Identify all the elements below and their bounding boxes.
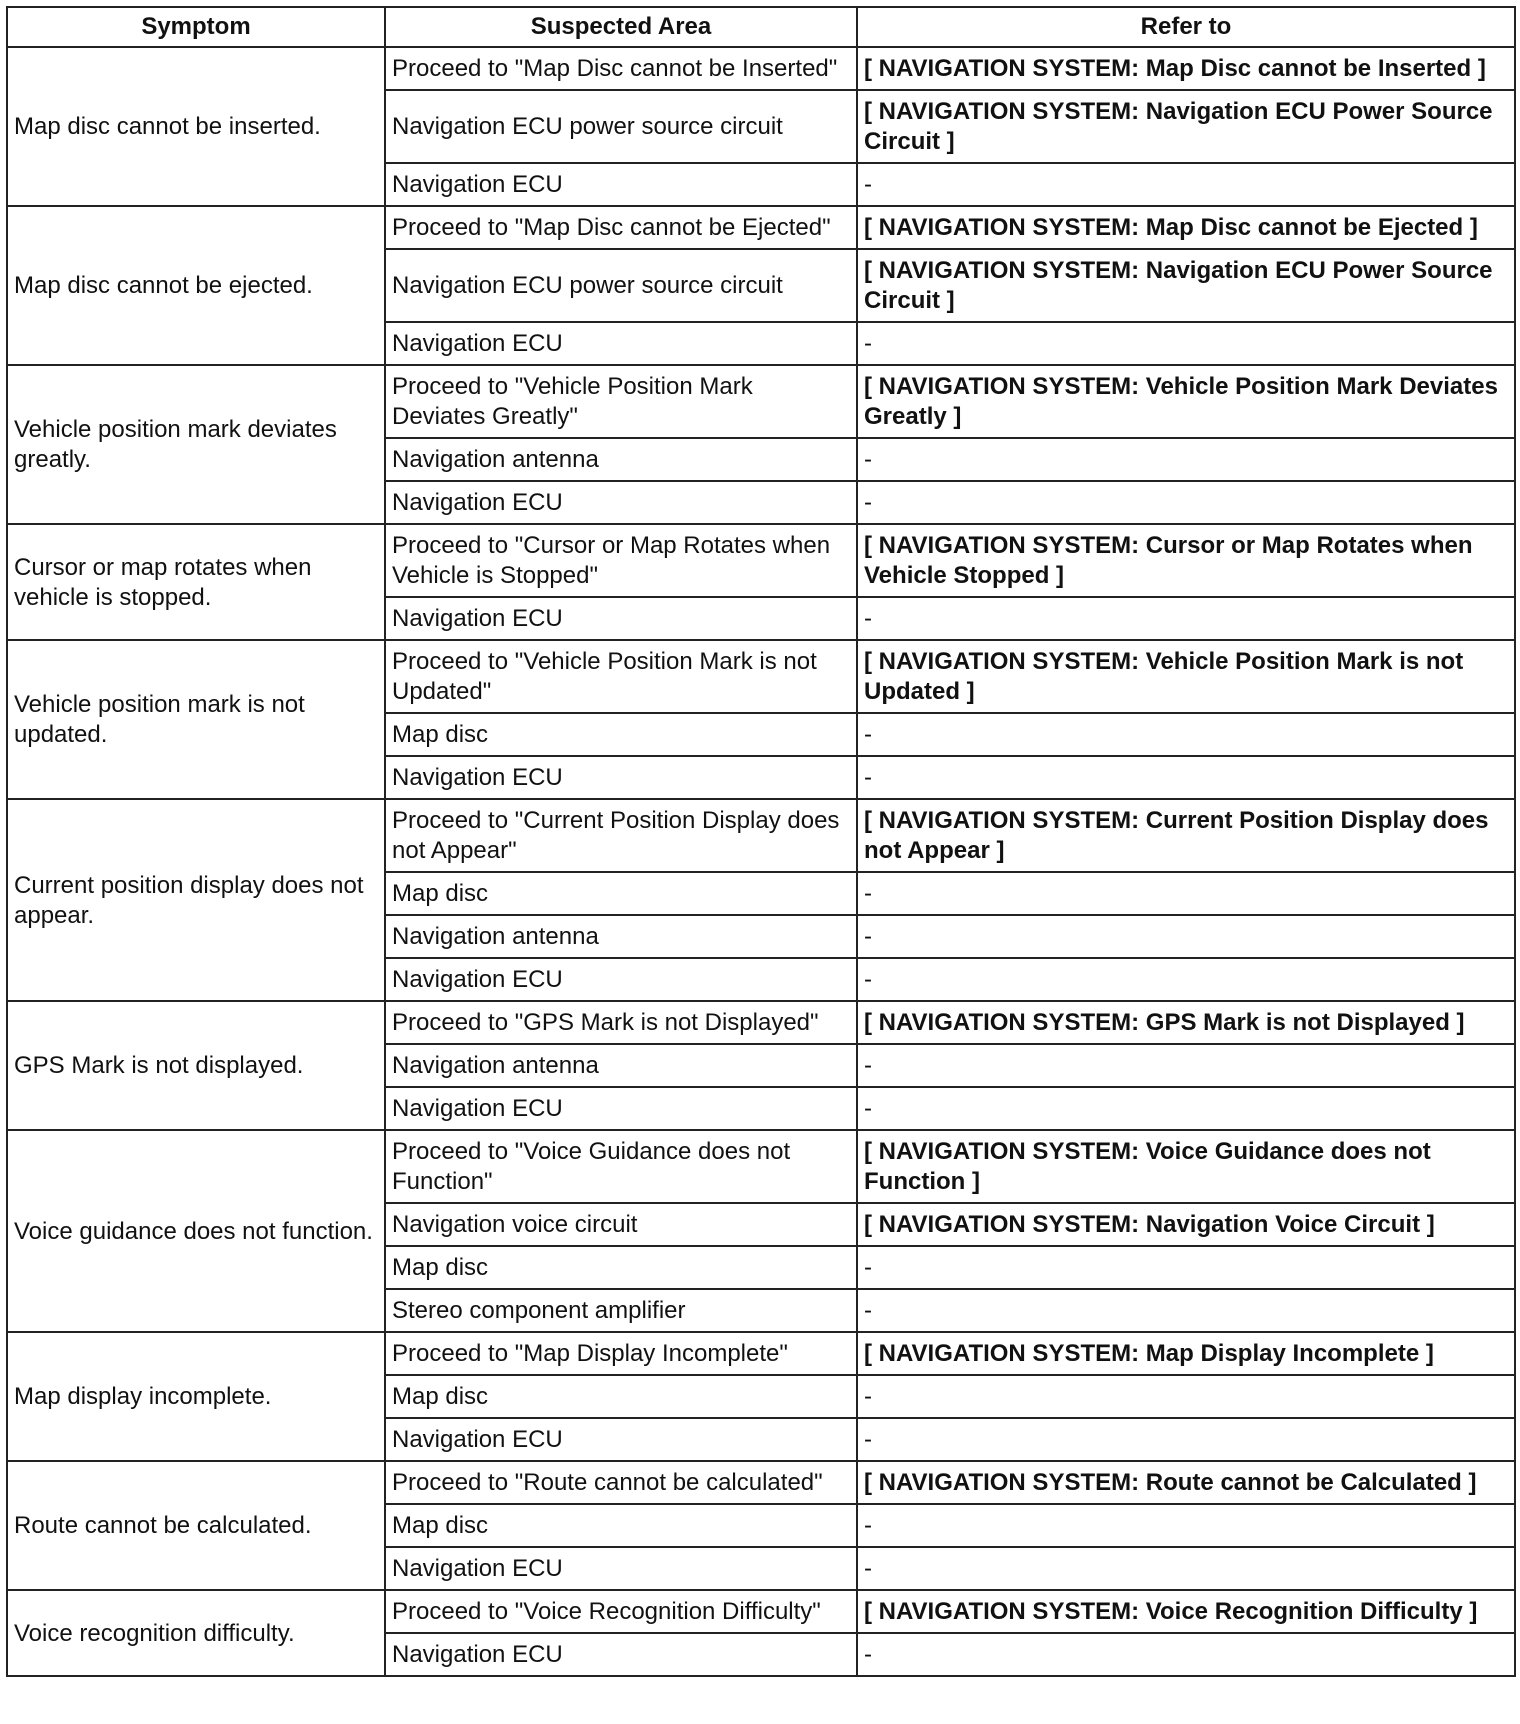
troubleshooting-table-container xyxy=(6,6,1514,1677)
suspected-area-cell: Navigation ECU xyxy=(385,481,857,524)
symptom-cell: Vehicle position mark is not updated. xyxy=(7,640,385,799)
table-row xyxy=(7,799,1515,872)
suspected-area-cell: Map disc xyxy=(385,1504,857,1547)
symptom-cell: Voice recognition difficulty. xyxy=(7,1590,385,1676)
symptom-cell: Route cannot be calculated. xyxy=(7,1461,385,1590)
suspected-area-cell: Proceed to "Vehicle Position Mark is not Updated" xyxy=(385,640,857,713)
refer-to-cell: - xyxy=(857,163,1515,206)
table-row xyxy=(7,1130,1515,1203)
suspected-area-cell: Navigation ECU xyxy=(385,958,857,1001)
suspected-area-cell: Map disc xyxy=(385,1375,857,1418)
refer-to-cell: - xyxy=(857,1633,1515,1676)
refer-to-link[interactable]: [ NAVIGATION SYSTEM: Map Disc cannot be Inserted ] xyxy=(857,47,1515,90)
refer-to-cell: - xyxy=(857,713,1515,756)
suspected-area-cell: Stereo component amplifier xyxy=(385,1289,857,1332)
suspected-area-cell: Proceed to "GPS Mark is not Displayed" xyxy=(385,1001,857,1044)
header-suspected-area: Suspected Area xyxy=(385,7,857,47)
table-row xyxy=(7,365,1515,438)
refer-to-cell: - xyxy=(857,1246,1515,1289)
suspected-area-cell: Navigation ECU power source circuit xyxy=(385,90,857,163)
refer-to-cell: - xyxy=(857,1375,1515,1418)
refer-to-cell: - xyxy=(857,481,1515,524)
suspected-area-cell: Navigation ECU xyxy=(385,597,857,640)
refer-to-cell: - xyxy=(857,438,1515,481)
suspected-area-cell: Proceed to "Route cannot be calculated" xyxy=(385,1461,857,1504)
refer-to-link[interactable]: [ NAVIGATION SYSTEM: Voice Recognition Difficulty ] xyxy=(857,1590,1515,1633)
refer-to-link[interactable]: [ NAVIGATION SYSTEM: Map Display Incomplete ] xyxy=(857,1332,1515,1375)
suspected-area-cell: Proceed to "Map Disc cannot be Ejected" xyxy=(385,206,857,249)
header-symptom: Symptom xyxy=(7,7,385,47)
suspected-area-cell: Navigation ECU xyxy=(385,163,857,206)
suspected-area-cell: Navigation ECU xyxy=(385,1633,857,1676)
suspected-area-cell: Navigation voice circuit xyxy=(385,1203,857,1246)
suspected-area-cell: Map disc xyxy=(385,713,857,756)
suspected-area-cell: Proceed to "Vehicle Position Mark Deviates Greatly" xyxy=(385,365,857,438)
symptom-cell: Map disc cannot be ejected. xyxy=(7,206,385,365)
refer-to-link[interactable]: [ NAVIGATION SYSTEM: Map Disc cannot be Ejected ] xyxy=(857,206,1515,249)
refer-to-cell: - xyxy=(857,322,1515,365)
table-row xyxy=(7,206,1515,249)
refer-to-cell: - xyxy=(857,872,1515,915)
table-row xyxy=(7,47,1515,90)
suspected-area-cell: Navigation antenna xyxy=(385,438,857,481)
suspected-area-cell: Proceed to "Cursor or Map Rotates when Vehicle is Stopped" xyxy=(385,524,857,597)
suspected-area-cell: Navigation ECU xyxy=(385,1087,857,1130)
refer-to-cell: - xyxy=(857,1044,1515,1087)
symptom-cell: Map display incomplete. xyxy=(7,1332,385,1461)
suspected-area-cell: Proceed to "Voice Recognition Difficulty" xyxy=(385,1590,857,1633)
table-row xyxy=(7,1461,1515,1504)
table-row xyxy=(7,1590,1515,1633)
suspected-area-cell: Map disc xyxy=(385,1246,857,1289)
suspected-area-cell: Proceed to "Map Display Incomplete" xyxy=(385,1332,857,1375)
symptom-cell: GPS Mark is not displayed. xyxy=(7,1001,385,1130)
table-row xyxy=(7,1332,1515,1375)
refer-to-link[interactable]: [ NAVIGATION SYSTEM: Voice Guidance does not Function ] xyxy=(857,1130,1515,1203)
suspected-area-cell: Navigation ECU xyxy=(385,322,857,365)
refer-to-cell: - xyxy=(857,756,1515,799)
refer-to-link[interactable]: [ NAVIGATION SYSTEM: Current Position Display does not Appear ] xyxy=(857,799,1515,872)
refer-to-cell: - xyxy=(857,1504,1515,1547)
symptom-cell: Vehicle position mark deviates greatly. xyxy=(7,365,385,524)
symptom-table xyxy=(6,6,1516,1677)
symptom-cell: Map disc cannot be inserted. xyxy=(7,47,385,206)
suspected-area-cell: Proceed to "Map Disc cannot be Inserted" xyxy=(385,47,857,90)
refer-to-cell: - xyxy=(857,1289,1515,1332)
header-refer-to: Refer to xyxy=(857,7,1515,47)
suspected-area-cell: Navigation ECU xyxy=(385,1418,857,1461)
suspected-area-cell: Map disc xyxy=(385,872,857,915)
suspected-area-cell: Navigation antenna xyxy=(385,915,857,958)
symptom-cell: Cursor or map rotates when vehicle is stopped. xyxy=(7,524,385,640)
refer-to-link[interactable]: [ NAVIGATION SYSTEM: Route cannot be Calculated ] xyxy=(857,1461,1515,1504)
symptom-cell: Voice guidance does not function. xyxy=(7,1130,385,1332)
refer-to-cell: - xyxy=(857,1547,1515,1590)
refer-to-link[interactable]: [ NAVIGATION SYSTEM: Vehicle Position Mark is not Updated ] xyxy=(857,640,1515,713)
table-header-row xyxy=(7,7,1515,47)
suspected-area-cell: Proceed to "Current Position Display does not Appear" xyxy=(385,799,857,872)
refer-to-link[interactable]: [ NAVIGATION SYSTEM: Navigation Voice Circuit ] xyxy=(857,1203,1515,1246)
suspected-area-cell: Navigation ECU xyxy=(385,1547,857,1590)
table-row xyxy=(7,524,1515,597)
suspected-area-cell: Navigation antenna xyxy=(385,1044,857,1087)
refer-to-link[interactable]: [ NAVIGATION SYSTEM: Cursor or Map Rotates when Vehicle Stopped ] xyxy=(857,524,1515,597)
suspected-area-cell: Proceed to "Voice Guidance does not Function" xyxy=(385,1130,857,1203)
refer-to-cell: - xyxy=(857,915,1515,958)
suspected-area-cell: Navigation ECU power source circuit xyxy=(385,249,857,322)
table-row xyxy=(7,1001,1515,1044)
table-body xyxy=(7,47,1515,1676)
refer-to-cell: - xyxy=(857,958,1515,1001)
refer-to-cell: - xyxy=(857,597,1515,640)
suspected-area-cell: Navigation ECU xyxy=(385,756,857,799)
table-row xyxy=(7,640,1515,713)
symptom-cell: Current position display does not appear. xyxy=(7,799,385,1001)
refer-to-cell: - xyxy=(857,1087,1515,1130)
refer-to-link[interactable]: [ NAVIGATION SYSTEM: Vehicle Position Mark Deviates Greatly ] xyxy=(857,365,1515,438)
refer-to-link[interactable]: [ NAVIGATION SYSTEM: Navigation ECU Power Source Circuit ] xyxy=(857,249,1515,322)
refer-to-link[interactable]: [ NAVIGATION SYSTEM: GPS Mark is not Displayed ] xyxy=(857,1001,1515,1044)
refer-to-link[interactable]: [ NAVIGATION SYSTEM: Navigation ECU Power Source Circuit ] xyxy=(857,90,1515,163)
refer-to-cell: - xyxy=(857,1418,1515,1461)
